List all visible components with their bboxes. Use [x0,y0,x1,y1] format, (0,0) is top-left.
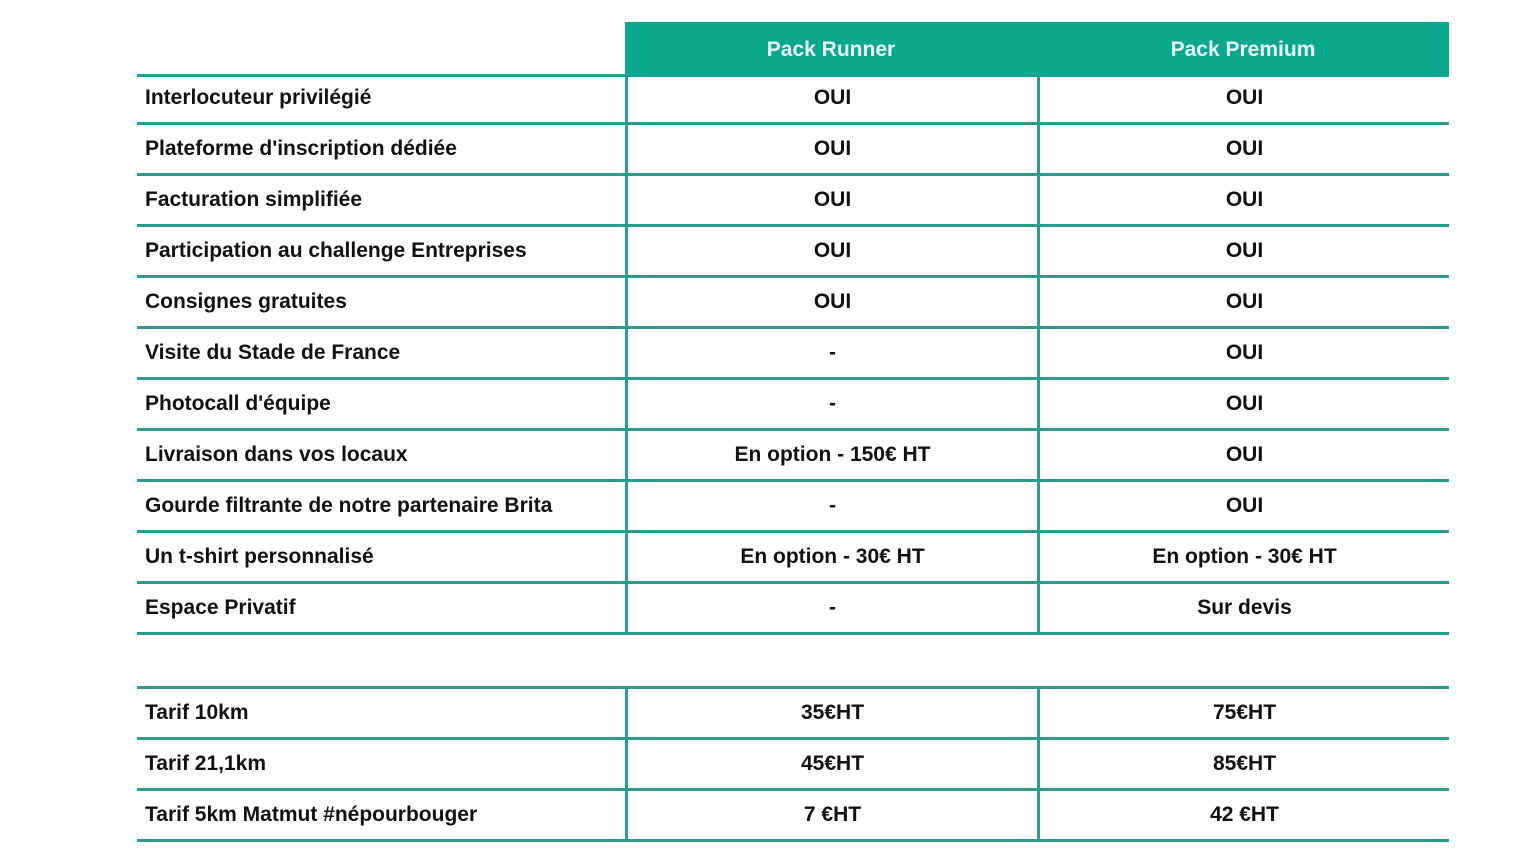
pack-premium-value: OUI [1037,125,1449,173]
pack-premium-value: En option - 30€ HT [1037,533,1449,581]
feature-row [137,227,1449,278]
pack-runner-value: OUI [625,176,1037,224]
pack-premium-value: Sur devis [1037,584,1449,632]
pack-runner-value: 45€HT [625,740,1037,788]
pack-runner-value: OUI [625,125,1037,173]
feature-row [137,329,1449,380]
feature-label: Gourde filtrante de notre partenaire Brita [145,494,553,517]
pack-runner-value: - [625,380,1037,428]
feature-label: Plateforme d'inscription dédiée [145,137,457,160]
pack-runner-value: - [625,584,1037,632]
column-header-pack-runner: Pack Runner [625,22,1037,77]
price-label: Tarif 5km Matmut #népourbouger [145,803,478,826]
header-empty-cell [137,22,625,77]
column-header-pack-premium: Pack Premium [1037,22,1449,77]
pack-premium-value: OUI [1037,227,1449,275]
feature-row [137,125,1449,176]
feature-label: Visite du Stade de France [145,341,401,364]
pack-runner-value: 35€HT [625,689,1037,737]
pack-premium-value: OUI [1037,329,1449,377]
feature-label: Participation au challenge Entreprises [145,239,527,262]
pack-runner-value: - [625,482,1037,530]
table-header [137,22,1449,74]
feature-label: Facturation simplifiée [145,188,363,211]
feature-row [137,176,1449,227]
feature-label: Espace Privatif [145,596,296,619]
pack-premium-value: OUI [1037,74,1449,122]
pack-premium-value: OUI [1037,482,1449,530]
pack-premium-value: OUI [1037,176,1449,224]
price-label: Tarif 10km [145,701,249,724]
feature-label: Un t-shirt personnalisé [145,545,374,568]
pack-premium-value: OUI [1037,431,1449,479]
pack-premium-value: 85€HT [1037,740,1449,788]
pack-premium-value: OUI [1037,278,1449,326]
feature-label: Interlocuteur privilégié [145,86,372,109]
pack-runner-value: En option - 150€ HT [625,431,1037,479]
feature-row [137,533,1449,584]
pack-runner-value: OUI [625,74,1037,122]
feature-label: Livraison dans vos locaux [145,443,408,466]
price-row [137,740,1449,791]
price-label: Tarif 21,1km [145,752,267,775]
feature-row [137,278,1449,329]
pack-premium-value: OUI [1037,380,1449,428]
features-table [137,74,1449,635]
feature-row [137,74,1449,125]
pack-runner-value: En option - 30€ HT [625,533,1037,581]
feature-row [137,431,1449,482]
feature-row [137,380,1449,431]
pack-runner-value: OUI [625,227,1037,275]
pack-premium-value: 75€HT [1037,689,1449,737]
pack-runner-value: 7 €HT [625,791,1037,839]
pack-runner-value: OUI [625,278,1037,326]
pack-runner-value: - [625,329,1037,377]
pack-comparison [137,22,1449,842]
price-row [137,689,1449,740]
feature-row [137,584,1449,635]
pricing-table [137,686,1449,842]
pack-premium-value: 42 €HT [1037,791,1449,839]
feature-label: Consignes gratuites [145,290,347,313]
feature-row [137,482,1449,533]
price-row [137,791,1449,842]
feature-label: Photocall d'équipe [145,392,331,415]
